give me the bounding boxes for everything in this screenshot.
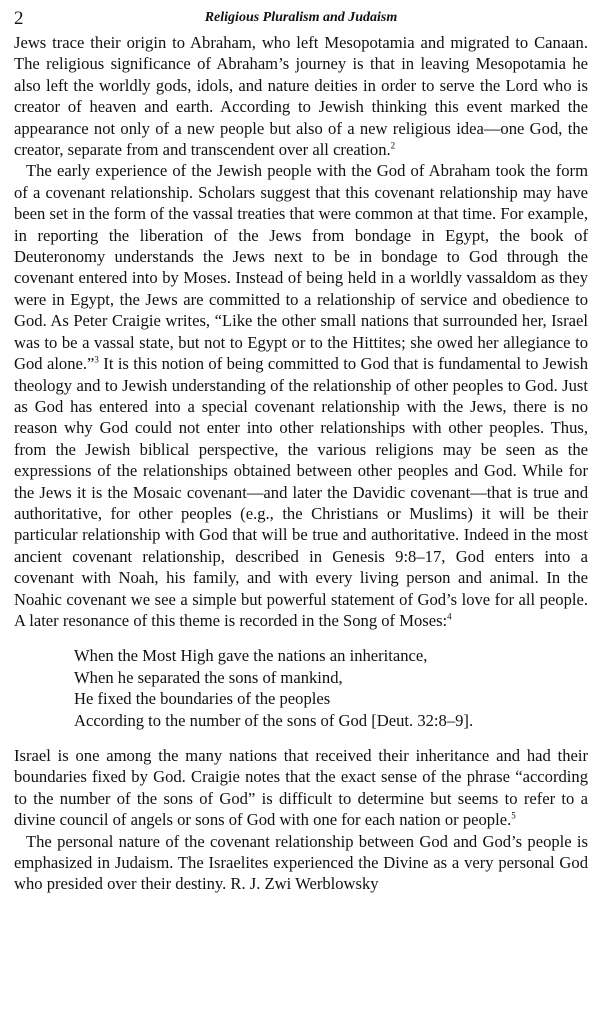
quote-line: According to the number of the sons of God [Deut. 32:8–9]. <box>74 710 474 730</box>
page-number: 2 <box>14 8 24 29</box>
paragraph-text: Jews trace their origin to Abraham, who left Mesopotamia and migrated to Canaan. The religious significance of Abraham’s journey is that in leaving Mesopotamia he also left the worldly gods, idols, and nature deities in order to serve the Lord who is creator of heaven and earth. According to Jewish thinking this event marked the appearance not only of a new people but also of a new religious idea—one God, the creator, separate from and transcendent over all creation. <box>14 33 588 160</box>
paragraph-covenant <box>14 160 588 631</box>
paragraph-israel <box>14 745 588 831</box>
paragraph-text-continued: It is this notion of being committed to God that is fundamental to Jewish theology and to Jewish understanding of the relationship of other peoples to God. Just as God has entered into a special covenant relationship with the Jews, there is no reason why God could not enter into other relationships with other peoples. Thus, from the Jewish biblical perspective, the various religions may be seen as the expressions of the relationships obtained between other peoples and God. While for the Jews it is the Mosaic covenant—and later the Davidic covenant—that is true and authoritative, for other peoples (e.g., the Christians or Muslims) it will be their particular relationship with God that will be true and authoritative. Indeed in the most ancient covenant relationship, described in Genesis 9:8–17, God enters into a covenant with Noah, his family, and with every living person and animal. In the Noahic covenant we see a simple but powerful statement of God’s love for all people. A later resonance of this theme is recorded in the Song of Moses: <box>14 354 588 630</box>
book-page <box>14 6 588 895</box>
footnote-marker: 4 <box>447 611 452 622</box>
footnote-marker: 5 <box>511 810 516 821</box>
running-head-title: Religious Pluralism and Judaism <box>204 10 398 25</box>
paragraph-text: The early experience of the Jewish people with the God of Abraham took the form of a covenant relationship. Scholars suggest that this covenant relationship may have been set in the form of the vassal treaties that were common at that time. For example, in reporting the liberation of the Jews from bondage in Egypt, the book of Deuteronomy understands the Jews next to be in bondage to God through the covenant entered into by Moses. Instead of being held in a worldly vassaldom as they were in Egypt, the Jews are committed to a relationship of service and obedience to God. As Peter Craigie writes, “Like the other small nations that surrounded her, Israel was to be a vassal state, but not to Egypt or to the Hittites; she owed her allegiance to God alone.” <box>14 161 588 374</box>
footnote-marker: 3 <box>94 354 99 365</box>
paragraph-personal-nature <box>14 831 588 895</box>
quote-line: When he separated the sons of mankind, <box>74 667 343 687</box>
paragraph-text: Israel is one among the many nations that received their inheritance and had their boundaries fixed by God. Craigie notes that the exact sense of the phrase “according to the number of the sons of God” is difficult to determine but seems to refer to a divine council of angels or sons of God with one for each nation or people. <box>14 746 588 830</box>
body-text <box>14 32 588 895</box>
paragraph-abraham <box>14 32 588 160</box>
quote-line: When the Most High gave the nations an inheritance, <box>74 646 428 666</box>
running-head <box>14 6 588 32</box>
footnote-marker: 2 <box>390 140 396 151</box>
paragraph-text: The personal nature of the covenant relationship between God and God’s people is emphasized in Judaism. The Israelites experienced the Divine as a very personal God who presided over their destiny. R. J. Zwi Werblowsky <box>14 831 588 894</box>
quote-line: He fixed the boundaries of the peoples <box>74 689 331 709</box>
block-quote-song-of-moses <box>74 645 588 731</box>
